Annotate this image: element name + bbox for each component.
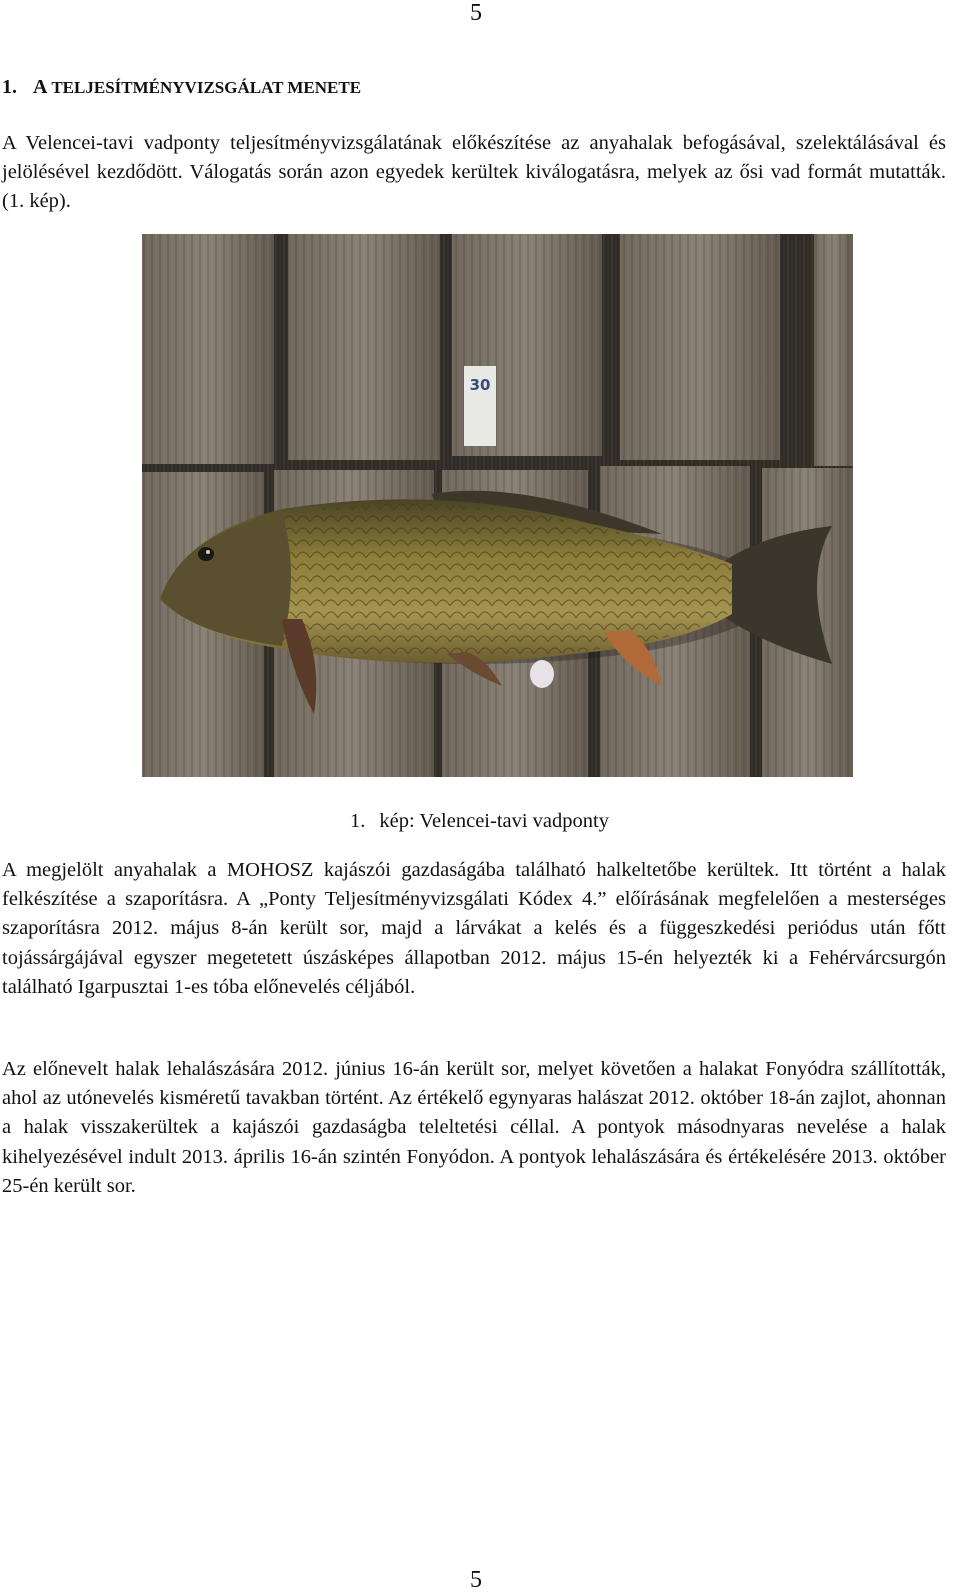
caption-text: kép: Velencei-tavi vadponty bbox=[379, 810, 609, 832]
figure-caption bbox=[350, 807, 609, 835]
carp-photo bbox=[142, 234, 853, 777]
section-number: 1. bbox=[2, 76, 17, 98]
paragraph-rearing: Az előnevelt halak lehalászására 2012. június 16-án került sor, melyet követően a halakat Fonyódra szállították, ahol az utónevelés kisméretű tavakban történt. Az értékelő egynyaras halászat 2012. október 18-án zajlot, ahonnan a halak visszakerültek a kajászói gazdaságba teleltetési céllal. A pontyok másodnyaras nevelése a halak kihelyezésével indult 2013. április 16-án szintén Fonyódon. A pontyok lehalászására és értékelésére 2013. október 25-én került sor. bbox=[2, 1058, 946, 1197]
section-title-rest: TELJESÍTMÉNYVIZSGÁLAT MENETE bbox=[51, 78, 362, 97]
section-heading bbox=[2, 75, 361, 100]
page-number-bottom: 5 bbox=[470, 1567, 482, 1593]
paragraph-breeding: A megjelölt anyahalak a MOHOSZ kajászói gazdaságába található halkeltetőbe kerültek. Itt történt a halak felkészítése a szaporításra. A „Ponty Teljesítményvizsgálati Kódex 4.” előírásának megfelelően a mesterséges szaporításra 2012. május 8-án került sor, majd a lárvákat a kelés és a függeszkedési periódus után főtt tojássárgájával egyszer megetetett úszásképes állapotban 2012. május 15-én helyezték ki a Fehérvárcsurgón található Igarpusztai 1-es tóba előnevelés céljából. bbox=[2, 859, 946, 998]
tag-number: 30 bbox=[469, 376, 491, 394]
caption-number: 1. bbox=[350, 810, 366, 832]
section-title-initial: A bbox=[33, 76, 47, 98]
paragraph-intro: A Velencei-tavi vadponty teljesítményvizsgálatának előkészítése az anyahalak befogásával, szelektálásával és jelölésével kezdődött. Válogatás során azon egyedek kerültek kiválogatásra, melyek az ősi vad formát mutatták. (1. kép). bbox=[2, 132, 946, 213]
page-number-top: 5 bbox=[470, 0, 482, 26]
